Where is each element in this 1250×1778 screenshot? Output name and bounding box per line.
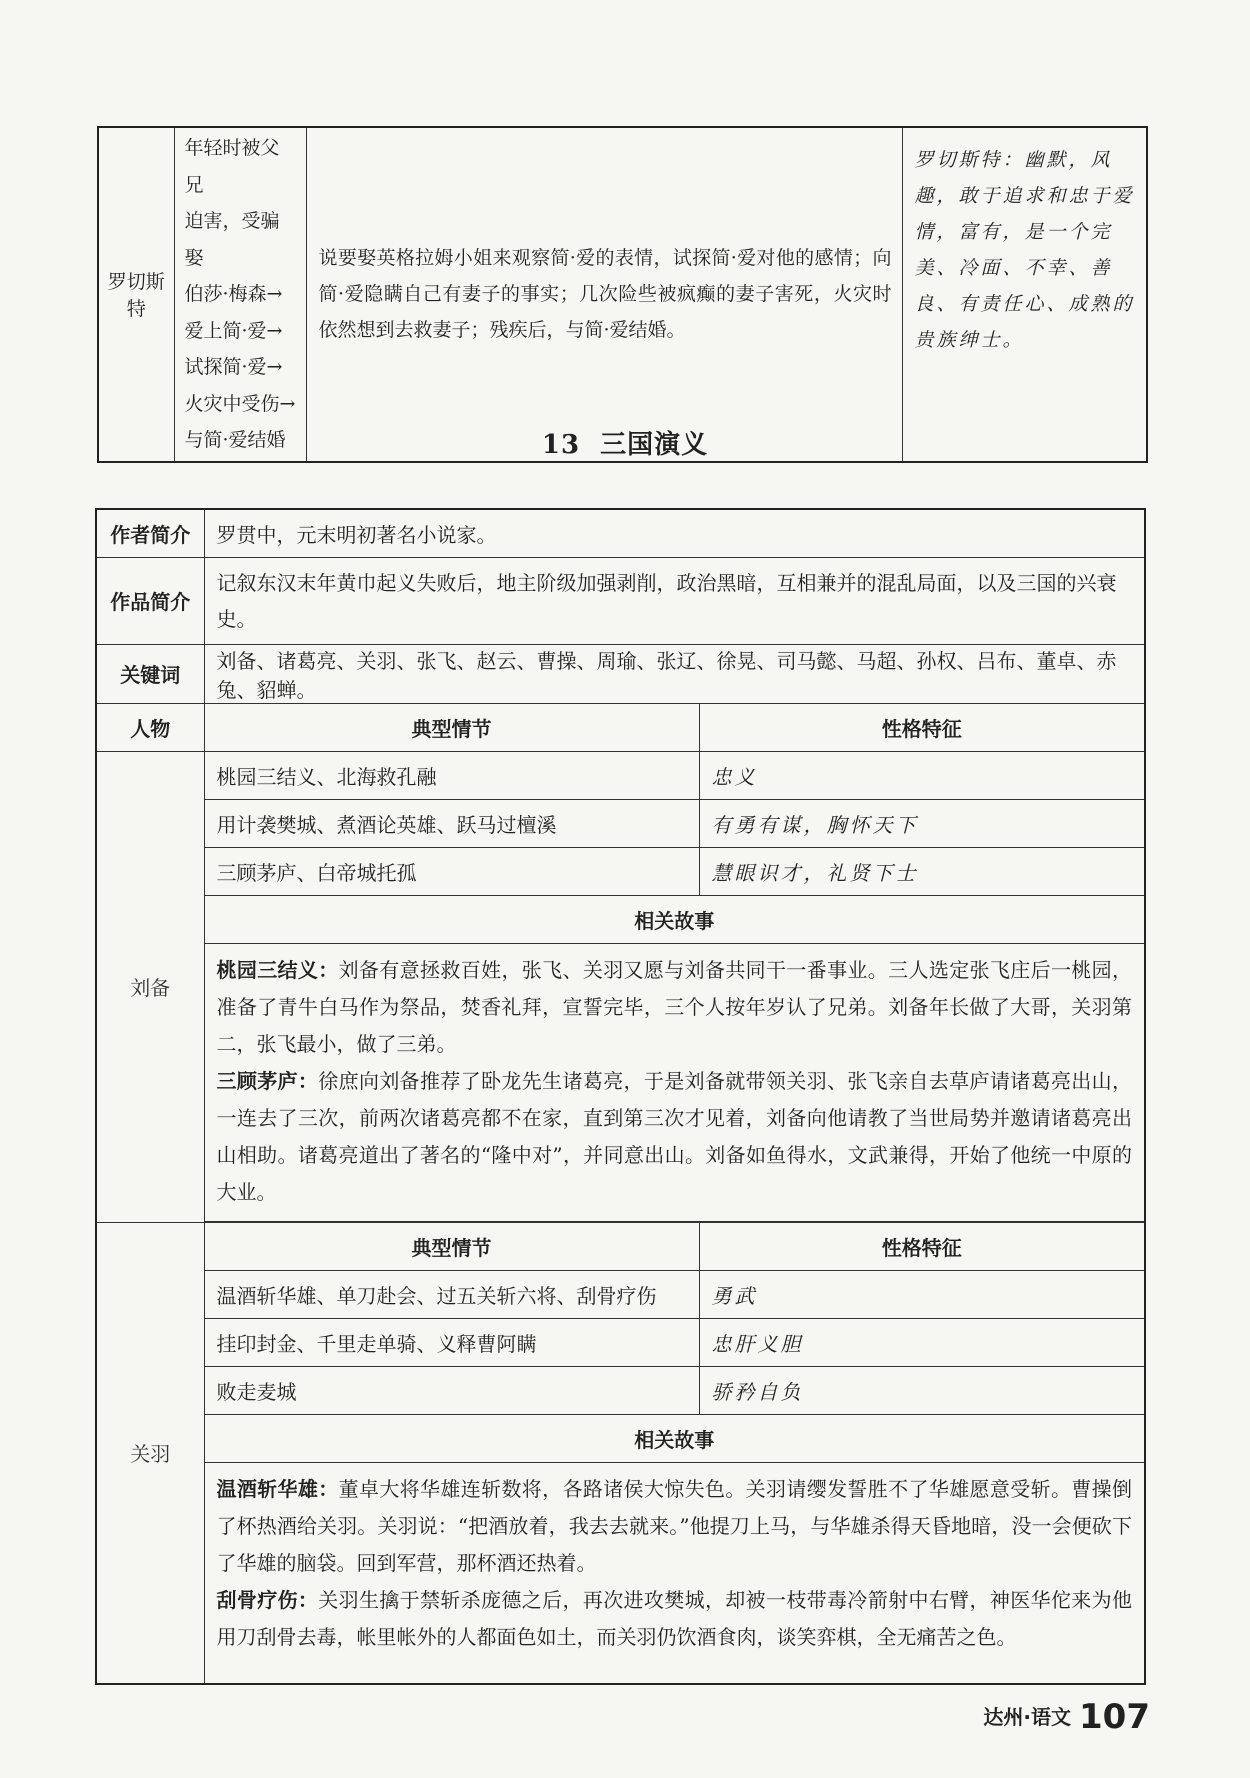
story-text: 刘备有意拯救百姓，张飞、关羽又愿与刘备共同干一番事业。三人选定张飞庄后一桃园，准备了青牛白马作为祭品，焚香礼拜，宣誓完毕，三个人按年岁认了兄弟。刘备年长做了大哥，关羽第二，张飞最小，做了三弟。 <box>216 957 1133 1056</box>
plot-line: 迫害，受骗娶 <box>184 210 280 269</box>
guanyu-trait: 忠肝义胆 <box>699 1318 1145 1366</box>
story-title: 三顾茅庐： <box>216 1068 319 1093</box>
story-title: 刮骨疗伤： <box>216 1587 319 1612</box>
story-text: 关羽生擒于禁斩杀庞德之后，再次进攻樊城，却被一枝带毒冷箭射中右臂，神医华佗来为他用刀刮骨去毒，帐里帐外的人都面色如土，而关羽仍饮酒食肉，谈笑弈棋，全无痛苦之色。 <box>216 1587 1133 1649</box>
liubei-plot: 三顾茅庐、白帝城托孤 <box>204 847 699 895</box>
story-text: 徐庶向刘备推荐了卧龙先生诸葛亮，于是刘备就带领关羽、张飞亲自去草庐请诸葛亮出山，一连去了三次，前两次诸葛亮都不在家，直到第三次才见着，刘备向他请教了当世局势并邀请诸葛亮出山相助。诸葛亮道出了著名的“隆中对”，并同意出山。刘备如鱼得水，文武兼得，开始了他统一中原的大业。 <box>216 1068 1133 1204</box>
liubei-trait: 慧眼识才，礼贤下士 <box>699 847 1145 895</box>
plot-line: 年轻时被父兄 <box>184 137 280 196</box>
person-header: 人物 <box>96 703 204 751</box>
plot-chain <box>174 127 306 462</box>
top-character-table <box>97 126 1148 463</box>
story-paragraph <box>217 952 1133 1063</box>
section-title <box>0 424 1250 461</box>
plot-line: 伯莎·梅森→ <box>184 283 283 305</box>
liubei-trait: 有勇有谋，胸怀天下 <box>699 799 1145 847</box>
trait-header: 性格特征 <box>699 703 1145 751</box>
character-name-rochester: 罗切斯特 <box>98 127 174 462</box>
page-number: 107 <box>1079 1697 1150 1737</box>
page-footer <box>983 1697 1150 1737</box>
story-paragraph <box>217 1582 1133 1656</box>
liubei-trait: 忠义 <box>699 751 1145 799</box>
story-paragraph <box>217 1471 1133 1582</box>
plot-header: 典型情节 <box>204 1222 699 1270</box>
story-title: 桃园三结义： <box>216 957 339 982</box>
guanyu-name: 关羽 <box>96 1222 204 1684</box>
stories-header: 相关故事 <box>204 895 1145 943</box>
plot-line: 火灾中受伤→ <box>184 392 296 415</box>
sanguo-table <box>95 508 1146 1685</box>
guanyu-plot: 败走麦城 <box>204 1366 699 1414</box>
keywords-label: 关键词 <box>96 644 204 703</box>
liubei-plot: 桃园三结义、北海救孔融 <box>204 751 699 799</box>
plot-line: 爱上简·爱→ <box>184 319 283 342</box>
author-value: 罗贯中，元末明初著名小说家。 <box>204 509 1145 557</box>
guanyu-plot: 温酒斩华雄、单刀赴会、过五关斩六将、刮骨疗伤 <box>204 1270 699 1318</box>
guanyu-trait: 骄矜自负 <box>699 1366 1145 1414</box>
section-name: 三国演义 <box>600 430 709 460</box>
stories-header: 相关故事 <box>204 1414 1145 1462</box>
author-label: 作者简介 <box>96 509 204 557</box>
section-number: 13 <box>541 430 581 460</box>
plot-detail: 说要娶英格拉姆小姐来观察简·爱的表情，试探简·爱对他的感情；向简·爱隐瞒自己有妻子的事实；几次险些被疯癫的妻子害死，火灾时依然想到去救妻子；残疾后，与简·爱结婚。 <box>306 127 902 462</box>
guanyu-plot: 挂印封金、千里走单骑、义释曹阿瞒 <box>204 1318 699 1366</box>
story-title: 温酒斩华雄： <box>216 1476 339 1501</box>
character-evaluation: 罗切斯特：幽默，风趣，敢于追求和忠于爱情，富有，是一个完美、冷面、不幸、善良、有责任心、成熟的贵族绅士。 <box>902 127 1147 462</box>
plot-line: 试探简·爱→ <box>184 356 283 378</box>
keywords-value: 刘备、诸葛亮、关羽、张飞、赵云、曹操、周瑜、张辽、徐晃、司马懿、马超、孙权、吕布、董卓、赤兔、貂蝉。 <box>204 644 1145 703</box>
liubei-plot: 用计袭樊城、煮酒论英雄、跃马过檀溪 <box>204 799 699 847</box>
footer-brand: 达州·语文 <box>983 1705 1072 1729</box>
guanyu-stories <box>204 1462 1145 1684</box>
plot-line: 与简·爱结婚 <box>184 429 286 451</box>
work-label: 作品简介 <box>96 557 204 644</box>
plot-header: 典型情节 <box>204 703 699 751</box>
guanyu-trait: 勇武 <box>699 1270 1145 1318</box>
liubei-name: 刘备 <box>96 751 204 1222</box>
story-text: 董卓大将华雄连斩数将，各路诸侯大惊失色。关羽请缨发誓胜不了华雄愿意受斩。曹操倒了杯热酒给关羽。关羽说：“把酒放着，我去去就来。”他提刀上马，与华雄杀得天昏地暗，没一会便砍下了华雄的脑袋。回到军营，那杯酒还热着。 <box>216 1476 1133 1575</box>
trait-header: 性格特征 <box>699 1222 1145 1270</box>
liubei-stories <box>204 943 1145 1221</box>
work-value: 记叙东汉末年黄巾起义失败后，地主阶级加强剥削，政治黑暗，互相兼并的混乱局面，以及三国的兴衰史。 <box>204 557 1145 644</box>
story-paragraph <box>217 1063 1133 1211</box>
